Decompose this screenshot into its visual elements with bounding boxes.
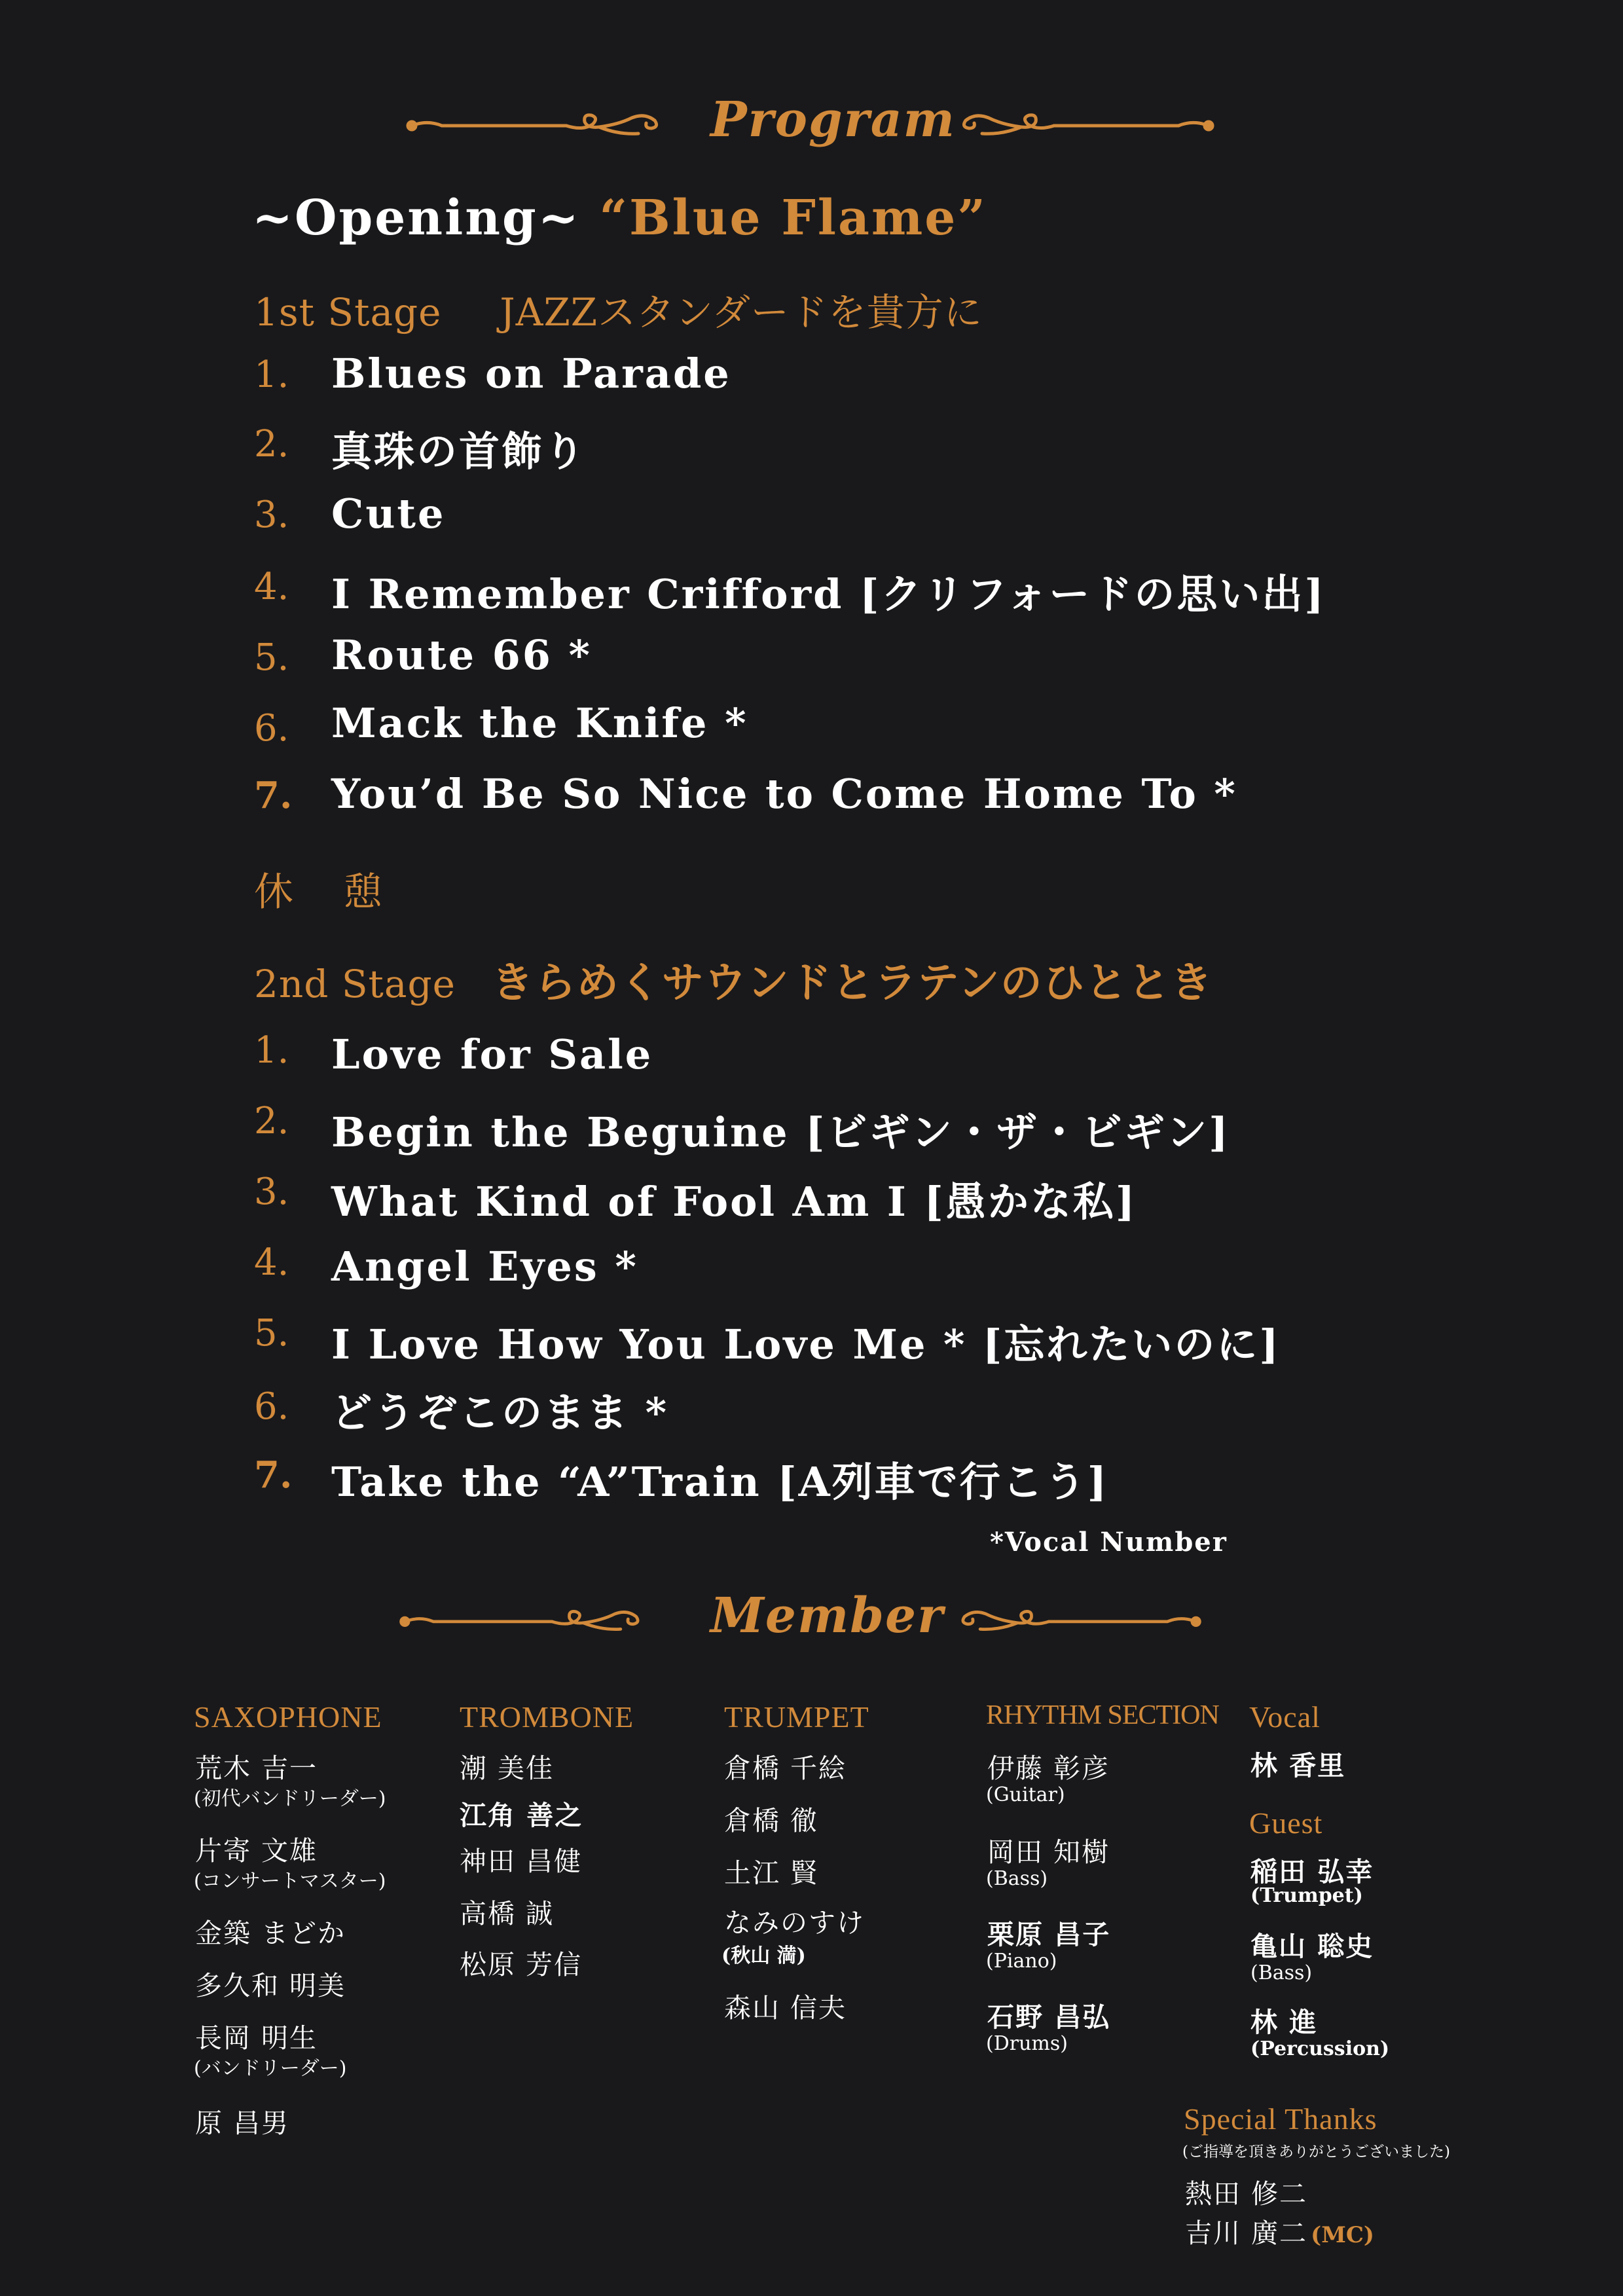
member-note: (Guitar) bbox=[986, 1783, 1065, 1806]
song-number: 3. bbox=[254, 1171, 289, 1213]
member-note: (Percussion) bbox=[1250, 2037, 1390, 2060]
member-name: 潮 美佳 bbox=[460, 1753, 555, 1784]
member-name: 倉橋 千絵 bbox=[724, 1753, 847, 1784]
song-title: どうぞこのまま * bbox=[331, 1389, 669, 1436]
member-note: (Trumpet) bbox=[1250, 1884, 1363, 1907]
song-title: Blues on Parade bbox=[331, 350, 731, 397]
left-flourish-ornament bbox=[403, 105, 678, 144]
opening-title: “Blue Flame” bbox=[599, 190, 987, 246]
stage1-label: 1st Stage bbox=[254, 290, 442, 335]
stage2-label: 2nd Stage bbox=[254, 962, 456, 1006]
saxophone-title: SAXOPHONE bbox=[194, 1700, 382, 1734]
member-name: 神田 昌健 bbox=[460, 1846, 583, 1877]
song-title: What Kind of Fool Am I [愚かな私] bbox=[331, 1178, 1137, 1226]
member-heading: Member bbox=[710, 1588, 945, 1644]
member-name: 原 昌男 bbox=[195, 2107, 290, 2139]
song-number: 2. bbox=[254, 1100, 289, 1142]
member-name: 亀山 聡史 bbox=[1250, 1931, 1374, 1962]
song-number: 5. bbox=[254, 1312, 289, 1355]
member-name: 金築 まどか bbox=[195, 1918, 346, 1949]
program-heading: Program bbox=[710, 92, 956, 148]
member-name: 熱田 修二 bbox=[1185, 2178, 1308, 2210]
song-title: Begin the Beguine [ビギン・ザ・ビギン] bbox=[331, 1108, 1230, 1156]
member-name: 長岡 明生 bbox=[195, 2022, 318, 2054]
trumpet-title: TRUMPET bbox=[724, 1700, 869, 1734]
right-flourish-ornament bbox=[943, 1601, 1205, 1640]
song-number: 4. bbox=[254, 566, 289, 608]
member-note: (初代バンドリーダー) bbox=[194, 1787, 386, 1810]
member-note: (バンドリーダー) bbox=[194, 2057, 347, 2080]
song-number: 5. bbox=[254, 636, 289, 679]
member-note: (コンサートマスター) bbox=[194, 1870, 386, 1893]
member-name: 稲田 弘幸 bbox=[1250, 1856, 1374, 1887]
song-title: Cute bbox=[331, 490, 446, 538]
member-name: 片寄 文雄 bbox=[195, 1835, 318, 1867]
member-name: 栗原 昌子 bbox=[987, 1919, 1111, 1950]
song-number: 1. bbox=[254, 1029, 289, 1072]
member-name: 松原 芳信 bbox=[460, 1949, 583, 1980]
song-number: 2. bbox=[254, 423, 289, 465]
stage1-subtitle: JAZZスタンダードを貴方に bbox=[500, 290, 983, 335]
song-title: I Remember Crifford [クリフォードの思い出] bbox=[331, 570, 1326, 618]
song-title: Route 66 * bbox=[331, 631, 592, 679]
member-name: 高橋 誠 bbox=[460, 1898, 555, 1929]
right-flourish-ornament bbox=[943, 105, 1218, 144]
opening-line bbox=[252, 190, 987, 246]
song-number: 6. bbox=[254, 707, 289, 750]
member-name: 伊藤 彰彦 bbox=[987, 1753, 1110, 1784]
special-thanks-subtitle: (ご指導を頂きありがとうございました) bbox=[1182, 2143, 1450, 2160]
stage1-header bbox=[254, 282, 983, 337]
member-note: (Bass) bbox=[1250, 1961, 1313, 1984]
intermission: 休 憩 bbox=[254, 869, 388, 915]
song-title: Love for Sale bbox=[331, 1030, 653, 1078]
member-note: (Drums) bbox=[986, 2032, 1068, 2055]
member-name: 多久和 明美 bbox=[195, 1970, 346, 2001]
stage2-header bbox=[254, 949, 1213, 1010]
member-name: 土江 賢 bbox=[724, 1857, 819, 1889]
song-title: Mack the Knife * bbox=[331, 699, 748, 747]
song-title: Take the “A”Train [A列車で行こう] bbox=[331, 1458, 1109, 1506]
song-number: 3. bbox=[254, 494, 289, 536]
left-flourish-ornament bbox=[396, 1601, 658, 1640]
rhythm-section-title: RHYTHM SECTION bbox=[986, 1700, 1219, 1730]
song-title: Angel Eyes * bbox=[331, 1243, 638, 1290]
member-name: 倉橋 徹 bbox=[724, 1805, 819, 1836]
member-name: 荒木 吉一 bbox=[195, 1753, 318, 1784]
special-thanks-title: Special Thanks bbox=[1184, 2102, 1377, 2136]
song-number: 6. bbox=[254, 1385, 289, 1428]
stage2-subtitle: きらめくサウンドとラテンのひととき bbox=[491, 958, 1213, 1008]
song-title: You’d Be So Nice to Come Home To * bbox=[331, 770, 1237, 818]
song-number: 7. bbox=[254, 774, 293, 817]
member-name: なみのすけ bbox=[724, 1907, 865, 1939]
song-number: 1. bbox=[254, 354, 289, 396]
member-note: (Piano) bbox=[986, 1950, 1057, 1973]
member-role: (MC) bbox=[1311, 2222, 1375, 2248]
member-name: 森山 信夫 bbox=[724, 1992, 847, 2024]
trombone-title: TROMBONE bbox=[460, 1700, 634, 1734]
member-name: 石野 昌弘 bbox=[987, 2001, 1111, 2033]
member-name: 林 香里 bbox=[1250, 1750, 1346, 1781]
opening-prefix: ~Opening~ bbox=[252, 190, 581, 246]
member-name: 江角 善之 bbox=[460, 1800, 583, 1831]
member-note: (秋山 満) bbox=[721, 1944, 806, 1967]
song-number: 4. bbox=[254, 1241, 289, 1284]
song-title: 真珠の首飾り bbox=[331, 428, 587, 475]
song-title: I Love How You Love Me * [忘れたいのに] bbox=[331, 1321, 1281, 1368]
member-name: 吉川 廣二 bbox=[1185, 2217, 1308, 2249]
guest-title: Guest bbox=[1249, 1806, 1323, 1840]
member-note: (Bass) bbox=[986, 1867, 1048, 1890]
vocal-title: Vocal bbox=[1249, 1700, 1321, 1734]
member-name: 岡田 知樹 bbox=[987, 1836, 1110, 1868]
song-number: 7. bbox=[254, 1453, 293, 1497]
vocal-number-note: *Vocal Number bbox=[990, 1527, 1228, 1558]
special-thanks-row bbox=[1185, 2212, 1374, 2250]
member-name: 林 進 bbox=[1250, 2007, 1318, 2038]
